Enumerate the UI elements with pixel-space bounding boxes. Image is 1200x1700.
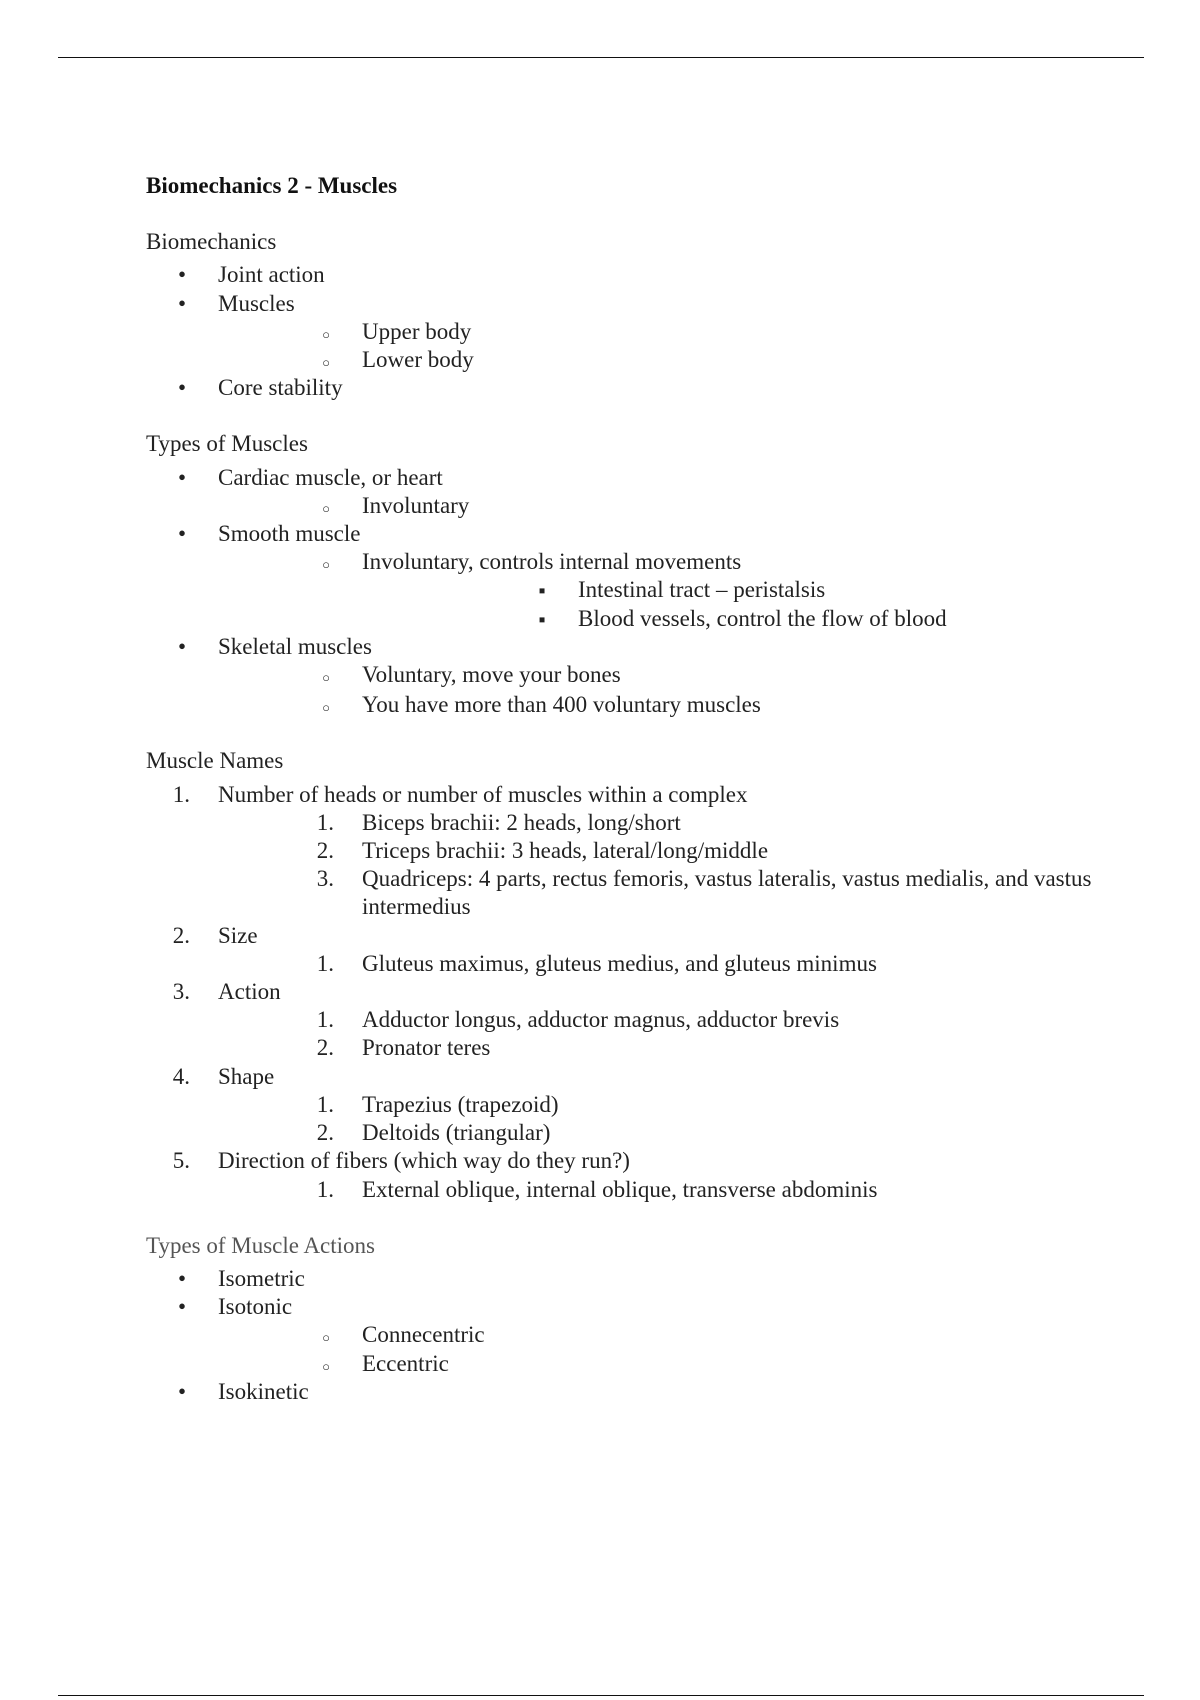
list-item: • Isotonic ○ Connecentric ○ Eccentric: [146, 1293, 1106, 1378]
list-item: 1. Adductor longus, adductor magnus, adductor brevis: [218, 1006, 1106, 1034]
list-number: 3.: [316, 866, 334, 892]
muscle-actions-list: [146, 1265, 1106, 1406]
list-item: ○ Upper body: [218, 318, 1106, 346]
bullet-icon: [146, 374, 204, 402]
biomechanics-list: [146, 261, 1106, 402]
list-number: 1.: [316, 1007, 334, 1033]
footer-rule: [58, 1695, 1144, 1696]
document-body: [146, 172, 1106, 1434]
list-number: 1.: [172, 781, 190, 807]
list-number: 4.: [172, 1063, 190, 1089]
list-item: 1. Trapezius (trapezoid): [218, 1091, 1106, 1119]
circle-bullet-icon: [290, 691, 348, 722]
bullet-icon: [146, 1265, 204, 1293]
sublist: [218, 1091, 1106, 1147]
section-heading-muscle-names: Muscle Names: [146, 748, 284, 774]
sublist: [362, 576, 1106, 632]
header-rule: [58, 57, 1144, 58]
square-bullet-icon: [506, 576, 564, 605]
list-item: • Joint action: [146, 261, 1106, 289]
circle-bullet-icon: [290, 1350, 348, 1381]
list-item: 2. Triceps brachii: 3 heads, lateral/long/middle: [218, 837, 1106, 865]
list-item: • Isometric: [146, 1265, 1106, 1293]
list-item: ○ Connecentric: [218, 1321, 1106, 1349]
list-item: • Core stability: [146, 374, 1106, 402]
list-item: ○ Eccentric: [218, 1350, 1106, 1378]
list-item: • Muscles ○ Upper body ○ Lower body: [146, 290, 1106, 375]
section-heading-types-of-muscles: Types of Muscles: [146, 431, 308, 457]
list-number: 1.: [316, 1176, 334, 1202]
circle-bullet-icon: [290, 318, 348, 349]
sublist: [218, 548, 1106, 633]
bullet-icon: [146, 261, 204, 289]
square-bullet-icon: [506, 605, 564, 634]
list-item: ○ You have more than 400 voluntary muscles: [218, 691, 1106, 719]
list-item: 2. Size 1. Gluteus maximus, gluteus medius, and gluteus minimus: [146, 922, 1106, 978]
list-item: • Skeletal muscles ○ Voluntary, move your bones ○ You have more than 400 voluntary muscles: [146, 633, 1106, 720]
circle-bullet-icon: [290, 548, 348, 579]
list-item: ○ Voluntary, move your bones: [218, 661, 1106, 689]
list-number: 1.: [316, 809, 334, 835]
list-number: 1.: [316, 1091, 334, 1117]
list-item: ○ Lower body: [218, 346, 1106, 374]
sublist: [218, 492, 1106, 520]
list-item: ○ Involuntary, controls internal movements ▪ Intestinal tract – peristalsis ▪ Blood vessels, control the flow of blood: [218, 548, 1106, 633]
sublist: [218, 1321, 1106, 1377]
list-item: • Isokinetic: [146, 1378, 1106, 1406]
circle-bullet-icon: [290, 661, 348, 692]
list-number: 2.: [316, 1035, 334, 1061]
circle-bullet-icon: [290, 346, 348, 377]
bullet-icon: [146, 1378, 204, 1406]
list-number: 2.: [172, 922, 190, 948]
list-number: 1.: [316, 950, 334, 976]
sublist: [218, 1176, 1106, 1204]
list-item: ▪ Blood vessels, control the flow of blood: [362, 605, 1106, 633]
bullet-icon: [146, 290, 204, 318]
bullet-icon: [146, 633, 204, 661]
list-number: 5.: [172, 1148, 190, 1174]
bullet-icon: [146, 520, 204, 548]
list-item: 1. Gluteus maximus, gluteus medius, and gluteus minimus: [218, 950, 1106, 978]
document-title: Biomechanics 2 - Muscles: [146, 173, 398, 198]
list-item: ▪ Intestinal tract – peristalsis: [362, 576, 1106, 604]
list-item: 5. Direction of fibers (which way do they run?) 1. External oblique, internal oblique, transverse abdominis: [146, 1147, 1106, 1203]
types-of-muscles-list: [146, 464, 1106, 720]
circle-bullet-icon: [290, 1321, 348, 1352]
section-heading-types-of-muscle-actions: Types of Muscle Actions: [146, 1232, 376, 1258]
list-item: 1. Number of heads or number of muscles within a complex 1. Biceps brachii: 2 heads, long/short 2. Triceps brachii: 3 heads, lateral/long/middle 3. Quadriceps: 4 parts, rectus femoris, vastus lateralis, vastus medialis, and vastus intermedius: [146, 781, 1106, 922]
muscle-names-list: [146, 781, 1106, 1204]
section-heading-biomechanics: Biomechanics: [146, 229, 277, 255]
bullet-icon: [146, 464, 204, 492]
sublist: [218, 950, 1106, 978]
list-item: 2. Pronator teres: [218, 1034, 1106, 1062]
sublist: [218, 1006, 1106, 1062]
list-item: • Cardiac muscle, or heart ○ Involuntary: [146, 464, 1106, 520]
list-number: 2.: [316, 1120, 334, 1146]
sublist: [218, 318, 1106, 374]
bullet-icon: [146, 1293, 204, 1321]
list-item: 4. Shape 1. Trapezius (trapezoid) 2. Deltoids (triangular): [146, 1063, 1106, 1148]
list-item: 3. Action 1. Adductor longus, adductor magnus, adductor brevis 2. Pronator teres: [146, 978, 1106, 1063]
list-number: 3.: [172, 979, 190, 1005]
circle-bullet-icon: [290, 492, 348, 523]
list-item: 3. Quadriceps: 4 parts, rectus femoris, vastus lateralis, vastus medialis, and vastus intermedius: [218, 865, 1106, 921]
list-number: 2.: [316, 838, 334, 864]
sublist: [218, 809, 1106, 922]
list-item: ○ Involuntary: [218, 492, 1106, 520]
list-item: • Smooth muscle ○ Involuntary, controls internal movements ▪ Intestinal tract – peristalsis ▪ Blood vessels, control the flow of blood: [146, 520, 1106, 633]
list-item: 2. Deltoids (triangular): [218, 1119, 1106, 1147]
list-item: 1. External oblique, internal oblique, transverse abdominis: [218, 1176, 1106, 1204]
list-item: 1. Biceps brachii: 2 heads, long/short: [218, 809, 1106, 837]
sublist: [218, 661, 1106, 719]
